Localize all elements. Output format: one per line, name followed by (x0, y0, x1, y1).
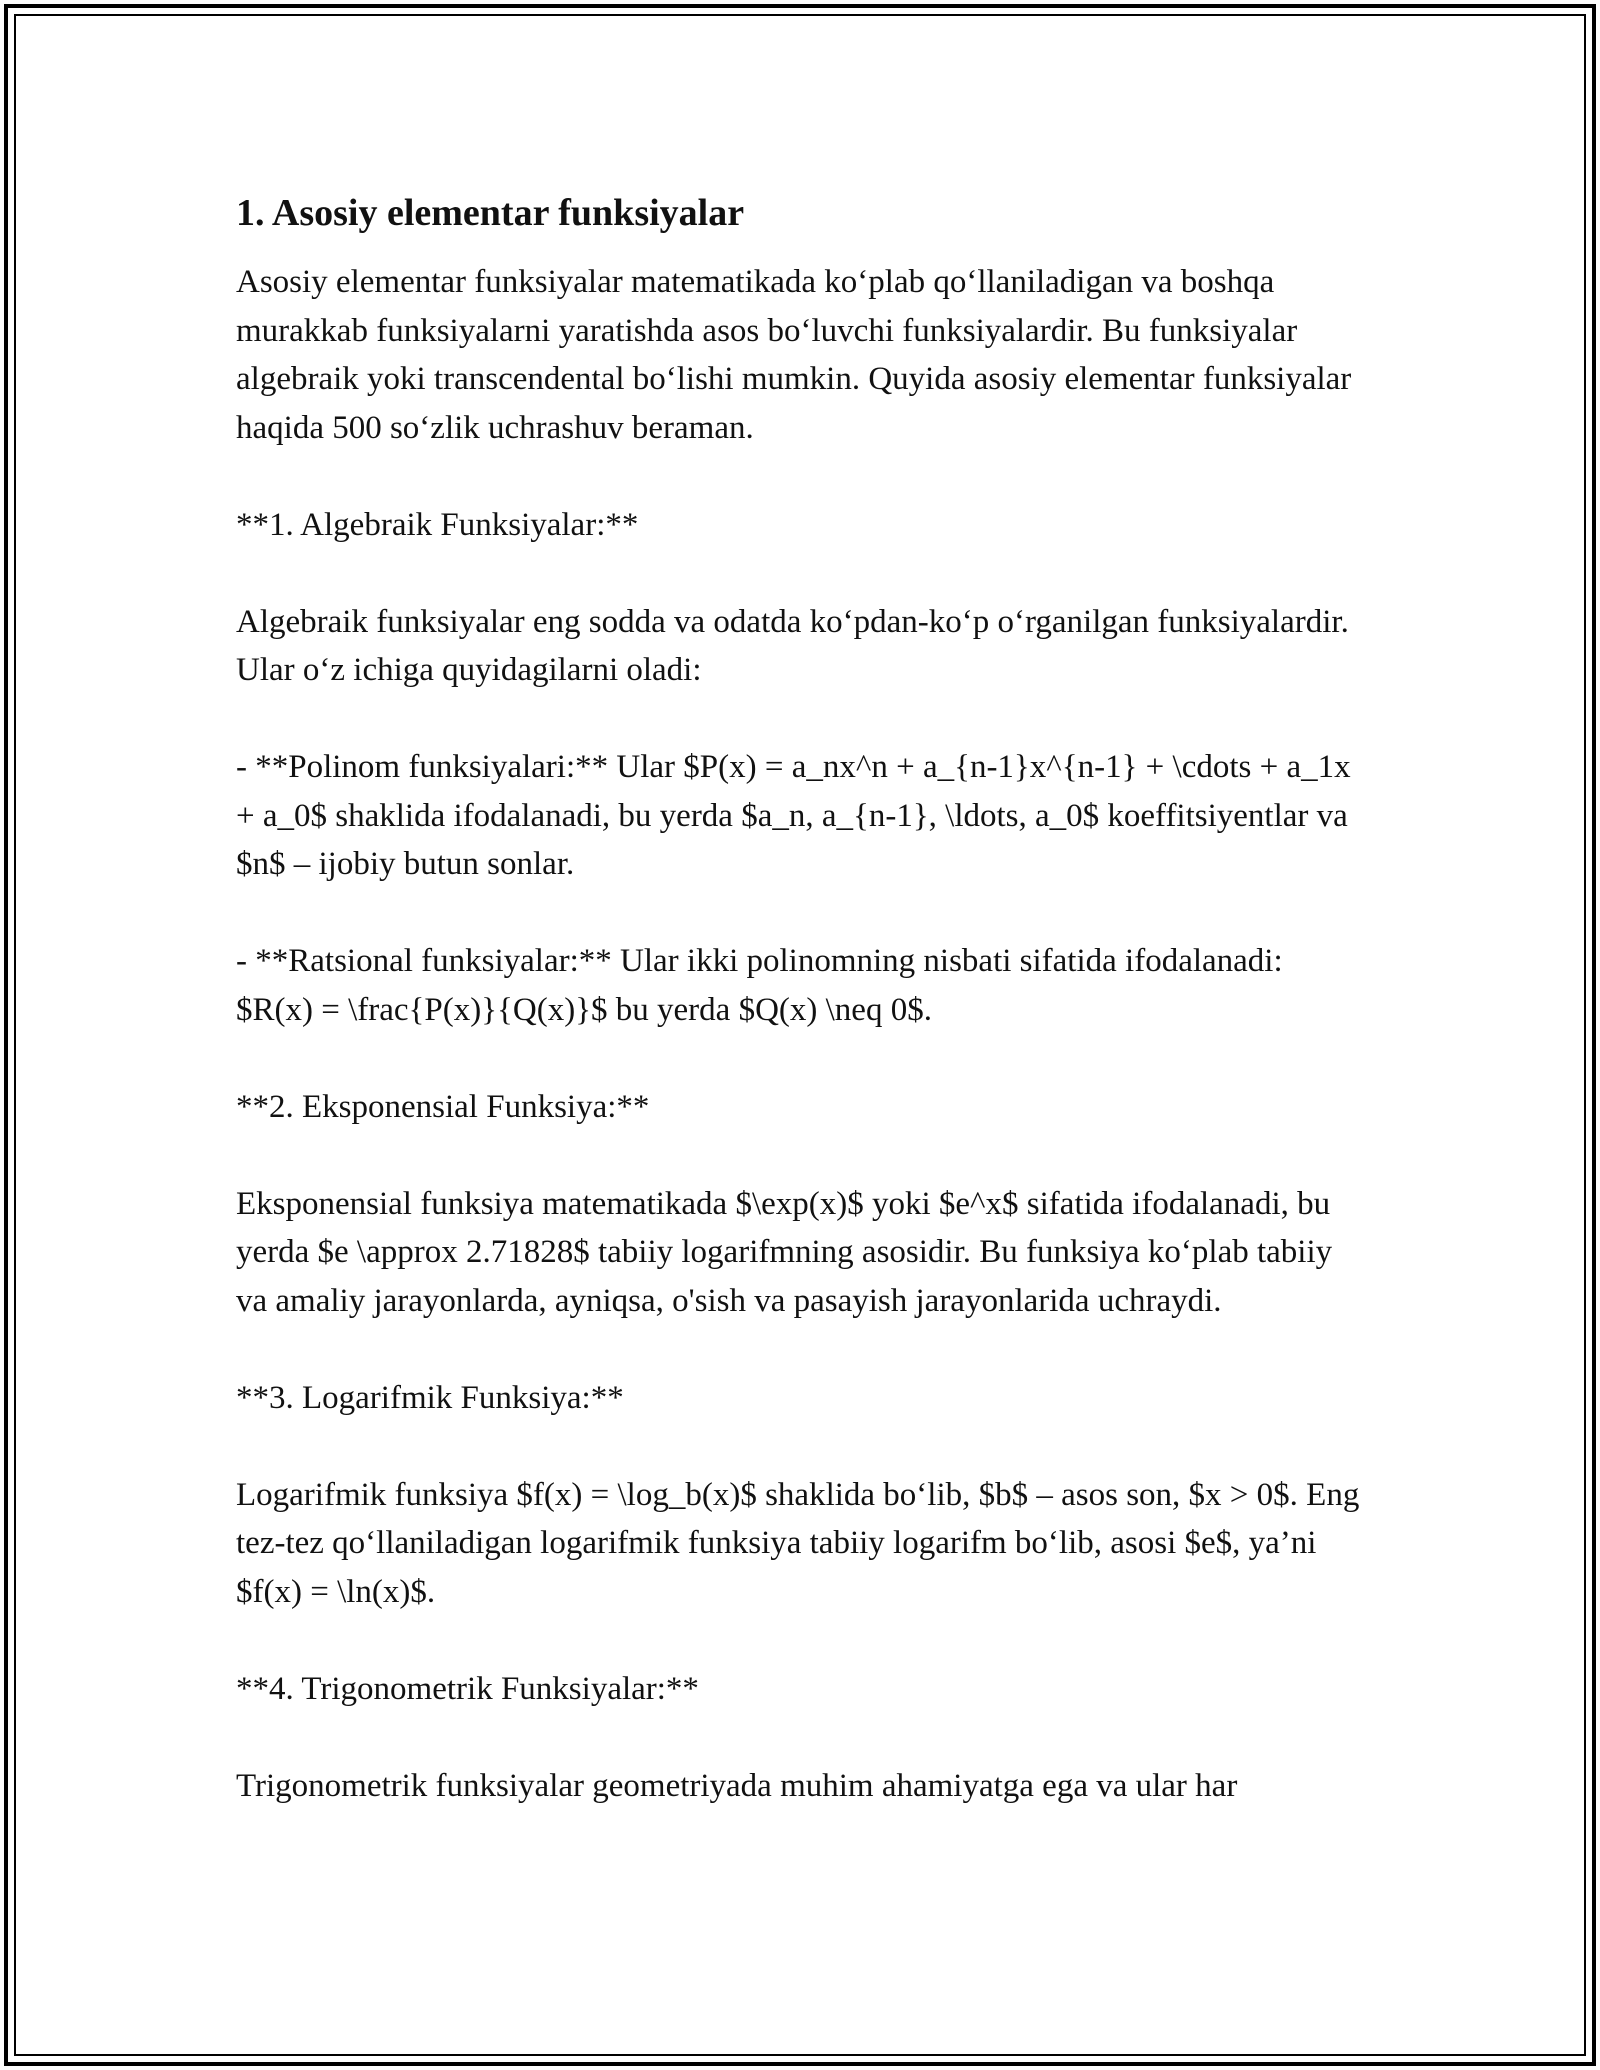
document-body (236, 188, 1366, 1859)
polynomial-item: - **Polinom funksiyalari:** Ular $P(x) = a_nx^n + a_{n-1}x^{n-1} + \cdots + a_1x + a_0$ shaklida ifodalanadi, bu yerda $a_n, a_{n-1}, \ldots, a_0$ koeffitsiyentlar va $n$ – ijobiy butun sonlar. (236, 749, 1351, 882)
heading-logarithmic: **3. Logarifmik Funksiya:** (236, 1379, 624, 1416)
exponential-paragraph: Eksponensial funksiya matematikada $\exp(x)$ yoki $e^x$ sifatida ifodalanadi, bu yerda $e \approx 2.71828$ tabiiy logarifmning asosidir. Bu funksiya ko‘plab tabiiy va amaliy jarayonlarda, ayniqsa, o'sish va pasayish jarayonlarida uchraydi. (236, 1185, 1333, 1319)
trigonometric-paragraph: Trigonometrik funksiyalar geometriyada muhim ahamiyatga ega va ular har (236, 1767, 1238, 1804)
heading-trigonometric: **4. Trigonometrik Funksiyalar:** (236, 1670, 699, 1707)
rational-item: - **Ratsional funksiyalar:** Ular ikki polinomning nisbati sifatida ifodalanadi: $R(x) = \frac{P(x)}{Q(x)}$ bu yerda $Q(x) \neq 0$. (236, 943, 1283, 1028)
logarithmic-paragraph: Logarifmik funksiya $f(x) = \log_b(x)$ shaklida bo‘lib, $b$ – asos son, $x > 0$. Eng tez-tez qo‘llaniladigan logarifmik funksiya tabiiy logarifm bo‘lib, asosi $e$, ya’ni $f(x) = \ln(x)$. (236, 1476, 1360, 1610)
intro-paragraph: Asosiy elementar funksiyalar matematikada ko‘plab qo‘llaniladigan va boshqa murakkab funksiyalarni yaratishda asos bo‘luvchi funksiyalardir. Bu funksiyalar algebraik yoki transcendental bo‘lishi mumkin. Quyida asosiy elementar funksiyalar haqida 500 so‘zlik uchrashuv beraman. (236, 264, 1352, 446)
heading-exponential: **2. Eksponensial Funksiya:** (236, 1088, 650, 1125)
section-title: 1. Asosiy elementar funksiyalar (236, 192, 745, 234)
heading-algebraic: **1. Algebraik Funksiyalar:** (236, 506, 639, 543)
algebraic-paragraph: Algebraik funksiyalar eng sodda va odatda ko‘pdan-ko‘p o‘rganilgan funksiyalardir. Ular o‘z ichiga quyidagilarni oladi: (236, 603, 1349, 688)
